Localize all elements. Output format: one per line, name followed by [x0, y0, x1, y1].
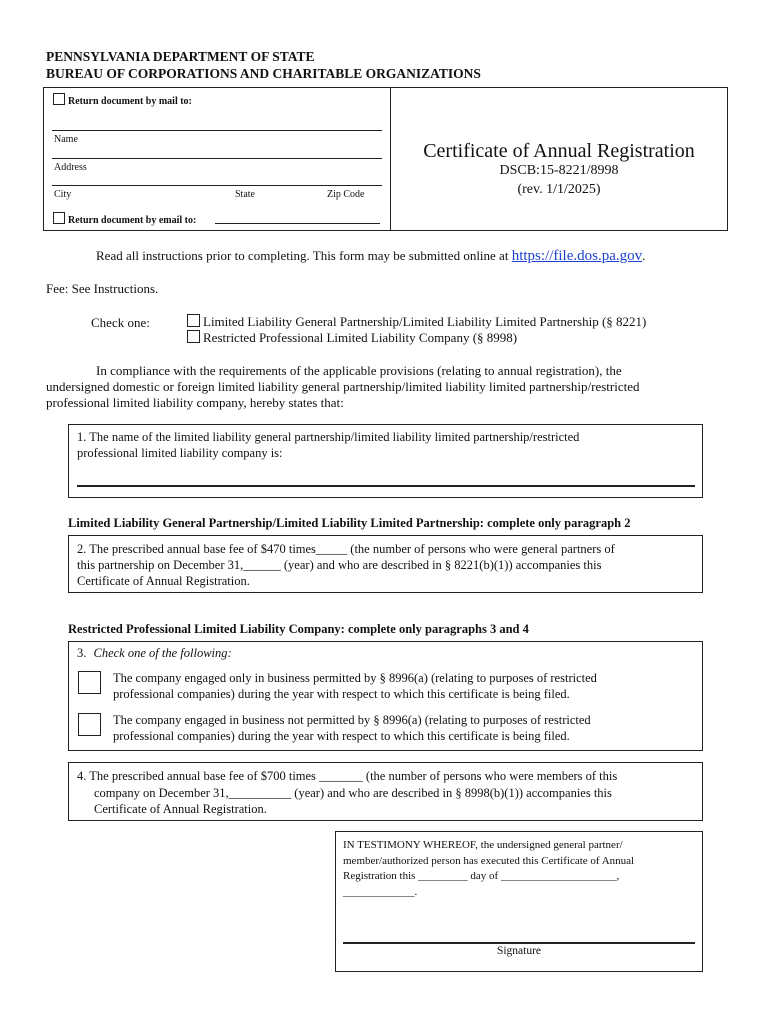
- para1-line-1: 1. The name of the limited liability general partnership/limited liability limited partnership/restricted: [77, 430, 580, 444]
- address-label: Address: [54, 162, 87, 173]
- para1-line-2: professional limited liability company is:: [77, 446, 283, 460]
- option-llp[interactable]: [187, 314, 646, 330]
- email-label: Return document by email to:: [68, 215, 197, 226]
- llp-option-label: Limited Liability General Partnership/Limited Liability Limited Partnership (§ 8221): [203, 314, 647, 329]
- form-code: DSCB:15-8221/8998: [499, 163, 619, 178]
- online-filing-link[interactable]: https://file.dos.pa.gov: [511, 248, 643, 264]
- name-line[interactable]: [52, 130, 382, 131]
- mail-checkbox[interactable]: [53, 93, 65, 105]
- bureau-title: BUREAU OF CORPORATIONS AND CHARITABLE ORGANIZATIONS: [46, 66, 481, 81]
- para3-header: [77, 645, 232, 661]
- option-rpllc[interactable]: [187, 330, 517, 346]
- instructions-text: Read all instructions prior to completing. This form may be submitted online at: [96, 248, 509, 263]
- signature-label: Signature: [496, 945, 542, 957]
- llp-section-heading: Limited Liability General Partnership/Limited Liability Limited Partnership: complete only paragraph 2: [68, 516, 631, 530]
- rpllc-checkbox[interactable]: [187, 330, 200, 343]
- address-line[interactable]: [52, 158, 382, 159]
- signature-line[interactable]: [343, 942, 695, 944]
- state-label: State: [235, 189, 255, 200]
- city-label: City: [54, 189, 72, 200]
- llp-checkbox[interactable]: [187, 314, 200, 327]
- para2-line-3: Certificate of Annual Registration.: [77, 574, 250, 588]
- instructions-end: .: [642, 248, 646, 263]
- name-label: Name: [54, 134, 78, 145]
- para2-line-2: this partnership on December 31,______ (year) and who are described in § 8221(b)(1)) accompanies this: [77, 558, 602, 572]
- fee-text: Fee: See Instructions.: [46, 281, 159, 296]
- city-line[interactable]: [52, 185, 382, 186]
- testimony-text: [343, 838, 634, 900]
- mail-return-option[interactable]: [53, 93, 192, 107]
- para2-line-1: 2. The prescribed annual base fee of $470 times_____ (the number of persons who were general partners of: [77, 542, 615, 556]
- rpllc-section-heading: Restricted Professional Limited Liability Company: complete only paragraphs 3 and 4: [68, 622, 529, 636]
- check-one-label: Check one:: [91, 315, 150, 330]
- department-title: PENNSYLVANIA DEPARTMENT OF STATE: [46, 49, 315, 64]
- para3-option2-line-1: The company engaged in business not permitted by § 8996(a) (relating to purposes of restricted: [113, 713, 591, 727]
- mail-label: Return document by mail to:: [68, 96, 192, 107]
- form-revision: (rev. 1/1/2025): [517, 182, 601, 197]
- para3-option1-checkbox[interactable]: [78, 671, 101, 694]
- testimony-line-4: _____________.: [343, 885, 418, 898]
- rpllc-option-label: Restricted Professional Limited Liability Company (§ 8998): [203, 330, 518, 345]
- instructions-line: [96, 248, 645, 264]
- para4-line-2: company on December 31,__________ (year) and who are described in § 8998(b)(1)) accompanies this: [94, 786, 612, 800]
- zip-label: Zip Code: [327, 189, 365, 200]
- para3-option1-line-2: professional companies) during the year with respect to which this certificate is being filed.: [113, 687, 570, 701]
- testimony-line-2: member/authorized person has executed this Certificate of Annual: [343, 854, 635, 867]
- testimony-line-3: Registration this _________ day of _____________________,: [343, 870, 620, 882]
- testimony-line-1: IN TESTIMONY WHEREOF, the undersigned general partner/: [343, 839, 623, 851]
- email-return-option[interactable]: [53, 212, 196, 226]
- para3-option2-checkbox[interactable]: [78, 713, 101, 736]
- para3-number: 3.: [77, 646, 87, 660]
- compliance-line-2: undersigned domestic or foreign limited liability general partnership/limited liability limited partnership/restricted: [46, 379, 640, 394]
- company-name-line[interactable]: [77, 485, 695, 487]
- para4-line-1: 4. The prescribed annual base fee of $700 times _______ (the number of persons who were members of this: [77, 769, 618, 783]
- compliance-line-3: professional limited liability company, hereby states that:: [46, 395, 344, 410]
- para4-line-3: Certificate of Annual Registration.: [94, 802, 267, 816]
- email-checkbox[interactable]: [53, 212, 65, 224]
- para3-heading: Check one of the following:: [93, 646, 232, 660]
- compliance-line-1: In compliance with the requirements of the applicable provisions (relating to annual registration), the: [96, 363, 622, 378]
- form-title: Certificate of Annual Registration: [423, 140, 695, 162]
- email-line[interactable]: [215, 223, 380, 224]
- para3-option1-line-1: The company engaged only in business permitted by § 8996(a) (relating to purposes of restricted: [113, 671, 597, 685]
- top-box-divider: [390, 87, 391, 231]
- para3-option2-line-2: professional companies) during the year with respect to which this certificate is being filed.: [113, 729, 570, 743]
